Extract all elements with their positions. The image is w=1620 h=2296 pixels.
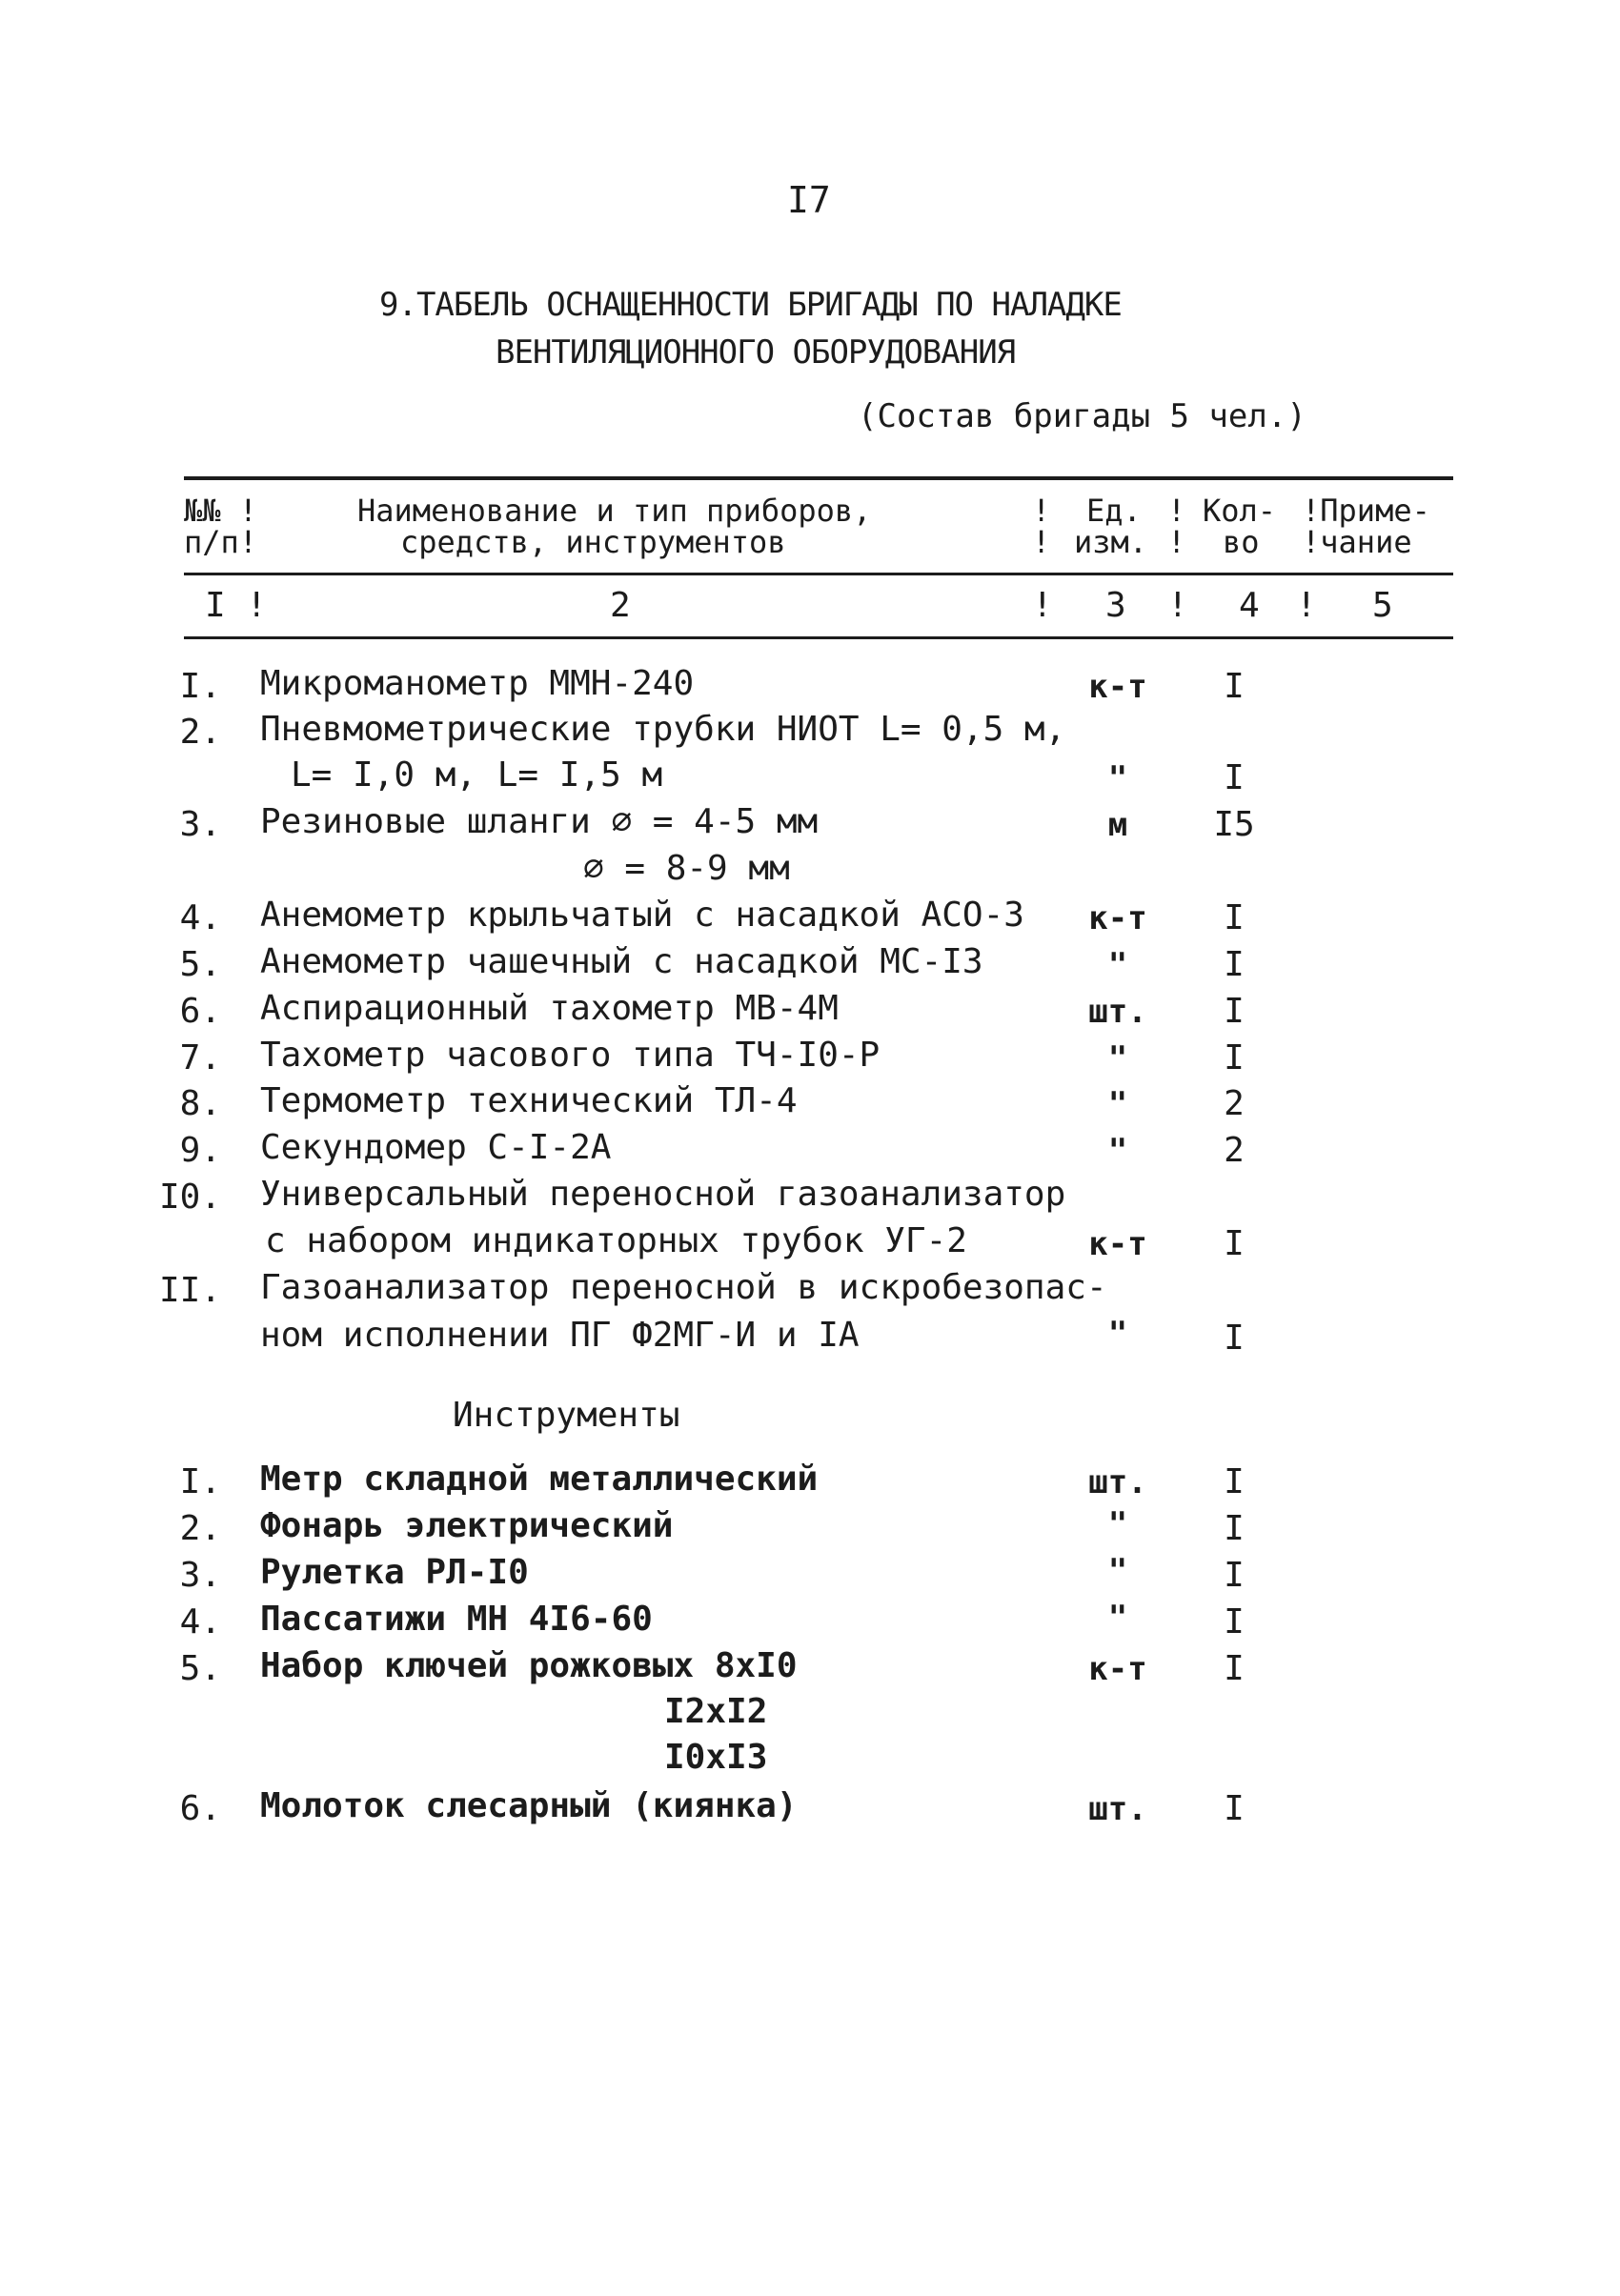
colnum-sep1: !: [1032, 586, 1053, 625]
device-9-unit: ": [1107, 1132, 1128, 1170]
device-11-number: II.: [158, 1271, 221, 1310]
device-8-unit: ": [1107, 1085, 1128, 1123]
tools-heading: Инструменты: [453, 1396, 680, 1435]
tool-5-name-line2: I2хI2: [664, 1692, 768, 1731]
tool-6-number: 6.: [179, 1789, 221, 1828]
header-col5-line2: !чание: [1302, 524, 1412, 560]
tool-5-unit: к-т: [1088, 1650, 1147, 1688]
device-10-number: I0.: [158, 1178, 221, 1217]
colnum-3: 3: [1105, 586, 1126, 625]
title-line-1: 9.ТАБЕЛЬ ОСНАЩЕННОСТИ БРИГАДЫ ПО НАЛАДКЕ: [379, 286, 1122, 324]
header-col2-line1: Наименование и тип приборов,: [357, 493, 872, 529]
device-7-unit: ": [1107, 1039, 1128, 1078]
header-sep1-line1: !: [1032, 493, 1051, 529]
device-2-name-line2: L= I,0 м, L= I,5 м: [291, 755, 663, 795]
header-separator-rule: [184, 573, 1453, 575]
device-10-unit: к-т: [1088, 1225, 1147, 1263]
title-line-2: ВЕНТИЛЯЦИОННОГО ОБОРУДОВАНИЯ: [496, 333, 1016, 372]
device-5-qty: I: [1224, 945, 1245, 984]
tool-1-number: I.: [179, 1462, 221, 1501]
device-2-number: 2.: [179, 713, 221, 752]
colnum-sep3: !: [1296, 586, 1317, 625]
device-9-name: Секундомер С-I-2А: [260, 1128, 612, 1167]
device-3-number: 3.: [179, 805, 221, 844]
device-4-unit: к-т: [1088, 899, 1147, 937]
header-col3-line2: изм.: [1074, 524, 1148, 560]
header-col1-line1: №№ !: [184, 493, 258, 529]
device-7-name: Тахометр часового типа ТЧ-I0-Р: [260, 1036, 881, 1075]
colnum-4: 4: [1239, 586, 1260, 625]
device-8-name: Термометр технический ТЛ-4: [260, 1081, 798, 1120]
tool-4-number: 4.: [179, 1602, 221, 1641]
device-9-number: 9.: [179, 1131, 221, 1170]
header-bottom-rule: [184, 636, 1453, 639]
device-6-qty: I: [1224, 992, 1245, 1031]
header-col4-line2: во: [1223, 524, 1260, 560]
tool-4-name: Пассатижи МН 4I6-60: [260, 1600, 653, 1639]
colnum-1: I !: [205, 586, 268, 625]
device-7-number: 7.: [179, 1038, 221, 1078]
tool-2-unit: ": [1107, 1505, 1128, 1543]
tool-6-qty: I: [1224, 1789, 1245, 1828]
device-6-unit: шт.: [1088, 993, 1147, 1031]
tool-1-qty: I: [1224, 1462, 1245, 1501]
header-col3-line1: Ед.: [1086, 493, 1142, 529]
device-1-unit: к-т: [1088, 668, 1147, 706]
tool-5-qty: I: [1224, 1649, 1245, 1688]
device-2-name-line1: Пневмометрические трубки НИОТ L= 0,5 м,: [260, 710, 1066, 749]
subtitle: (Состав бригады 5 чел.): [858, 397, 1306, 435]
device-5-number: 5.: [179, 945, 221, 984]
tool-5-name-line3: I0хI3: [664, 1738, 768, 1777]
device-8-number: 8.: [179, 1084, 221, 1123]
tool-3-number: 3.: [179, 1556, 221, 1595]
tool-3-qty: I: [1224, 1556, 1245, 1595]
tool-3-unit: ": [1107, 1552, 1128, 1590]
tool-3-name: Рулетка РЛ-I0: [260, 1553, 529, 1592]
tool-4-qty: I: [1224, 1602, 1245, 1641]
header-sep2-line2: !: [1167, 524, 1186, 560]
device-11-name-line2: ном исполнении ПГ Ф2МГ-И и IA: [260, 1316, 860, 1355]
header-col5-line1: !Приме-: [1302, 493, 1430, 529]
device-3-unit: м: [1107, 806, 1128, 844]
device-9-qty: 2: [1224, 1131, 1245, 1170]
device-11-unit: ": [1107, 1315, 1128, 1353]
header-sep2-line1: !: [1167, 493, 1186, 529]
device-4-number: 4.: [179, 898, 221, 937]
tool-6-unit: шт.: [1088, 1790, 1147, 1828]
device-1-number: I.: [179, 667, 221, 706]
device-3-name-line1: Резиновые шланги ∅ = 4-5 мм: [260, 802, 819, 841]
header-col1-line2: п/п!: [184, 524, 258, 560]
device-3-qty: I5: [1213, 805, 1255, 844]
tool-1-unit: шт.: [1088, 1463, 1147, 1501]
tool-5-name-line1: Набор ключей рожковых 8хI0: [260, 1646, 798, 1685]
tool-1-name: Метр складной металлический: [260, 1460, 819, 1499]
device-2-qty: I: [1224, 758, 1245, 797]
device-11-name-line1: Газоанализатор переносной в искробезопас-: [260, 1268, 1107, 1307]
page-number: I7: [787, 179, 831, 221]
colnum-sep2: !: [1167, 586, 1188, 625]
device-6-number: 6.: [179, 992, 221, 1031]
header-col2-line2: средств, инструментов: [400, 524, 786, 560]
tool-2-number: 2.: [179, 1509, 221, 1548]
device-6-name: Аспирационный тахометр МВ-4М: [260, 989, 839, 1028]
device-3-name-line2: ∅ = 8-9 мм: [583, 849, 790, 888]
tool-6-name: Молоток слесарный (киянка): [260, 1786, 798, 1825]
device-10-name-line1: Универсальный переносной газоанализатор: [260, 1175, 1066, 1214]
device-4-qty: I: [1224, 898, 1245, 937]
device-5-unit: ": [1107, 946, 1128, 984]
device-8-qty: 2: [1224, 1084, 1245, 1123]
table-top-rule: [184, 476, 1453, 480]
tool-2-name: Фонарь электрический: [260, 1506, 674, 1545]
device-2-unit: ": [1107, 759, 1128, 797]
device-10-name-line2: с набором индикаторных трубок УГ-2: [265, 1221, 967, 1260]
tool-2-qty: I: [1224, 1509, 1245, 1548]
header-sep1-line2: !: [1032, 524, 1051, 560]
device-4-name: Анемометр крыльчатый с насадкой АСО-3: [260, 896, 1024, 935]
header-col4-line1: Кол-: [1203, 493, 1277, 529]
device-7-qty: I: [1224, 1038, 1245, 1078]
device-10-qty: I: [1224, 1224, 1245, 1263]
colnum-5: 5: [1372, 586, 1393, 625]
colnum-2: 2: [610, 586, 631, 625]
tool-5-number: 5.: [179, 1649, 221, 1688]
device-11-qty: I: [1224, 1319, 1245, 1358]
device-1-name: Микроманометр ММН-240: [260, 664, 695, 703]
device-1-qty: I: [1224, 667, 1245, 706]
tool-4-unit: ": [1107, 1599, 1128, 1637]
device-5-name: Анемометр чашечный с насадкой МС-I3: [260, 942, 983, 981]
